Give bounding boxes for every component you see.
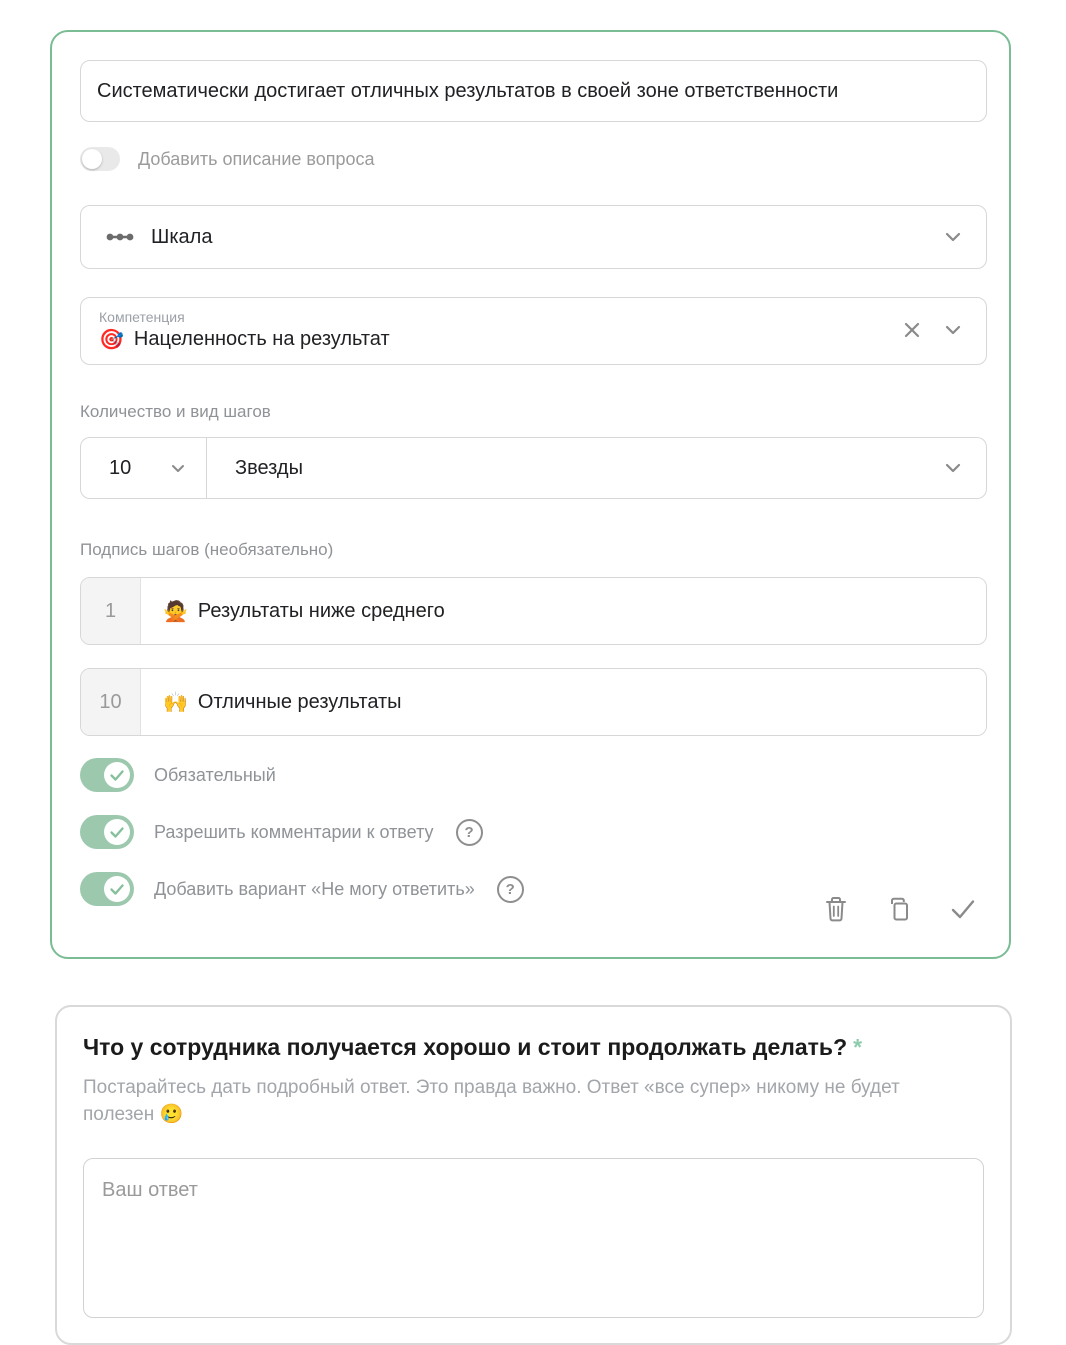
competency-select[interactable] (80, 297, 987, 365)
chevron-down-icon (170, 463, 186, 474)
description-toggle-row (80, 147, 987, 171)
question-type-select[interactable] (80, 205, 987, 269)
preview-title-text: Что у сотрудника получается хорошо и стоит продолжать делать? (83, 1034, 848, 1060)
question-editor-card (50, 30, 1011, 959)
question-text-input[interactable] (80, 60, 987, 122)
add-description-label: Добавить описание вопроса (138, 148, 375, 169)
steps-count-value: 10 (109, 456, 132, 479)
required-toggle-row (80, 757, 987, 793)
allow-comments-label: Разрешить комментарии к ответу (154, 821, 434, 842)
scale-icon (105, 231, 135, 243)
clear-icon[interactable] (902, 320, 922, 340)
step-caption-text-10: Отличные результаты (197, 690, 402, 713)
add-description-toggle[interactable] (80, 147, 120, 171)
no-gesture-emoji-icon: 🙅 (163, 600, 188, 623)
question-type-value: Шкала (151, 225, 213, 248)
competency-value (99, 327, 902, 352)
chevron-down-icon (944, 231, 962, 243)
competency-field (99, 306, 902, 354)
chevron-down-icon (944, 324, 962, 336)
copy-icon[interactable] (885, 895, 913, 923)
toggle-check-knob (104, 876, 130, 902)
steps-section-label: Количество и вид шагов (80, 402, 271, 421)
trash-icon[interactable] (823, 895, 849, 923)
step-caption-row-10 (80, 668, 987, 736)
steps-row (80, 437, 987, 499)
cant-answer-label: Добавить вариант «Не могу ответить» (154, 878, 475, 899)
step-caption-input-10[interactable] (141, 669, 986, 735)
preview-question-description: Постарайтесь дать подробный ответ. Это правда важно. Ответ «все супер» никому не будет полезен 🥲 (83, 1076, 900, 1125)
toggle-check-knob (104, 762, 130, 788)
step-number-badge: 10 (81, 669, 141, 735)
competency-value-text: Нацеленность на результат (133, 327, 390, 350)
allow-comments-toggle[interactable] (80, 815, 134, 849)
answer-input[interactable] (83, 1158, 984, 1318)
step-number-badge: 1 (81, 578, 141, 644)
help-icon[interactable]: ? (497, 876, 524, 903)
steps-kind-select[interactable] (207, 437, 987, 499)
step-captions-label: Подпись шагов (необязательно) (80, 540, 334, 559)
help-icon[interactable]: ? (456, 819, 483, 846)
preview-question-title (83, 1033, 984, 1062)
required-toggle[interactable] (80, 758, 134, 792)
step-caption-input-1[interactable] (141, 578, 986, 644)
steps-count-select[interactable] (80, 437, 207, 499)
question-preview-card (55, 1005, 1012, 1345)
toggle-knob (82, 149, 102, 169)
step-caption-text-1: Результаты ниже среднего (197, 599, 445, 622)
toggle-check-knob (104, 819, 130, 845)
competency-controls (902, 306, 962, 354)
steps-kind-value: Звезды (235, 456, 303, 479)
competency-label: Компетенция (99, 308, 185, 325)
check-icon[interactable] (949, 897, 977, 921)
target-emoji-icon: 🎯 (99, 328, 124, 351)
raising-hands-emoji-icon: 🙌 (163, 691, 188, 714)
step-caption-row-1 (80, 577, 987, 645)
comments-toggle-row (80, 814, 987, 850)
cant-answer-toggle[interactable] (80, 872, 134, 906)
required-toggle-label: Обязательный (154, 764, 276, 785)
required-asterisk: * (853, 1034, 863, 1060)
chevron-down-icon (944, 462, 962, 474)
